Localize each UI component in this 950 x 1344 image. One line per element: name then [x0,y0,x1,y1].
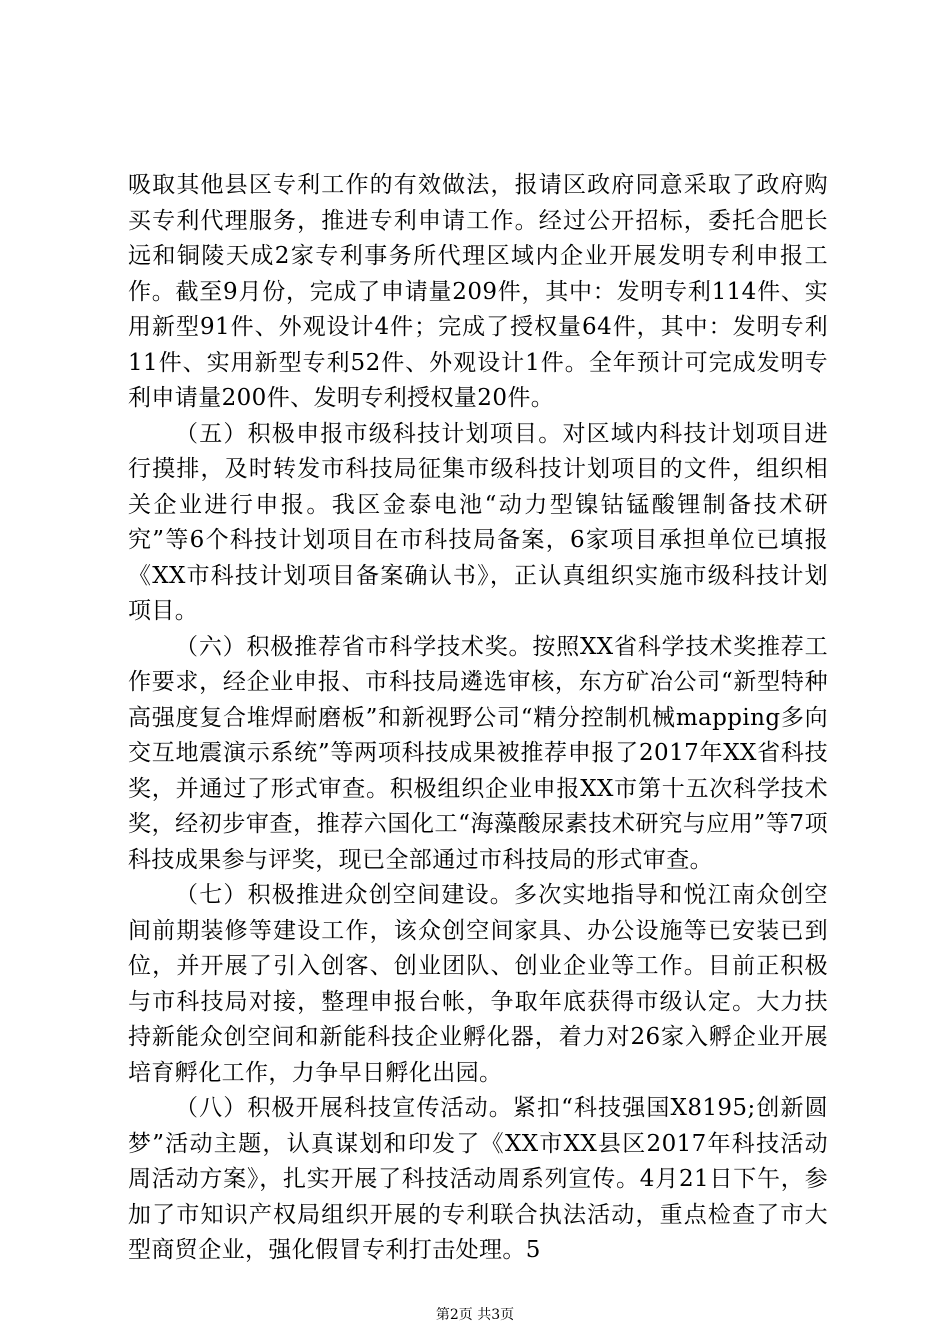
document-body [128,168,828,1269]
section-five-paragraph: （五）积极申报市级科技计划项目。对区域内科技计划项目进行摸排，及时转发市科技局征集市级科技计划项目的文件，组织相关企业进行申报。我区金泰电池“动力型镍钴锰酸锂制备技术研究”等6个科技计划项目在市科技局备案，6家项目承担单位已填报《XX市科技计划项目备案确认书》，正认真组织实施市级科技计划项目。 [128,420,828,624]
body-paragraph-continued: 吸取其他县区专利工作的有效做法，报请区政府同意采取了政府购买专利代理服务，推进专利申请工作。经过公开招标，委托合肥长远和铜陵天成2家专利事务所代理区域内企业开展发明专利申报工作。截至9月份，完成了申请量209件，其中：发明专利114件、实用新型91件、外观设计4件；完成了授权量64件，其中：发明专利11件、实用新型专利52件、外观设计1件。全年预计可完成发明专利申请量200件、发明专利授权量20件。 [128,172,828,411]
section-seven-paragraph: （七）积极推进众创空间建设。多次实地指导和悦江南众创空间前期装修等建设工作，该众创空间家具、办公设施等已安装已到位，并开展了引入创客、创业团队、创业企业等工作。目前正积极与市科技局对接，整理申报台帐，争取年底获得市级认定。大力扶持新能众创空间和新能科技企业孵化器，着力对26家入孵企业开展培育孵化工作，力争早日孵化出园。 [128,882,828,1086]
section-eight-paragraph: （八）积极开展科技宣传活动。紧扣“科技强国X8195;创新圆梦”活动主题，认真谋划和印发了《XX市XX县区2017年科技活动周活动方案》，扎实开展了科技活动周系列宣传。4月21日下午，参加了市知识产权局组织开展的专利联合执法活动，重点检查了市大型商贸企业，强化假冒专利打击处理。5 [128,1095,828,1263]
section-six-paragraph: （六）积极推荐省市科学技术奖。按照XX省科学技术奖推荐工作要求，经企业申报、市科技局遴选审核，东方矿冶公司“新型特种高强度复合堆焊耐磨板”和新视野公司“精分控制机械mapping多向交互地震演示系统”等两项科技成果被推荐申报了2017年XX省科技奖，并通过了形式审查。积极组织企业申报XX市第十五次科学技术奖，经初步审查，推荐六国化工“海藻酸尿素技术研究与应用”等7项科技成果参与评奖，现已全部通过市科技局的形式审查。 [128,633,828,873]
page-number-footer: 第2页 共3页 [435,1307,515,1323]
